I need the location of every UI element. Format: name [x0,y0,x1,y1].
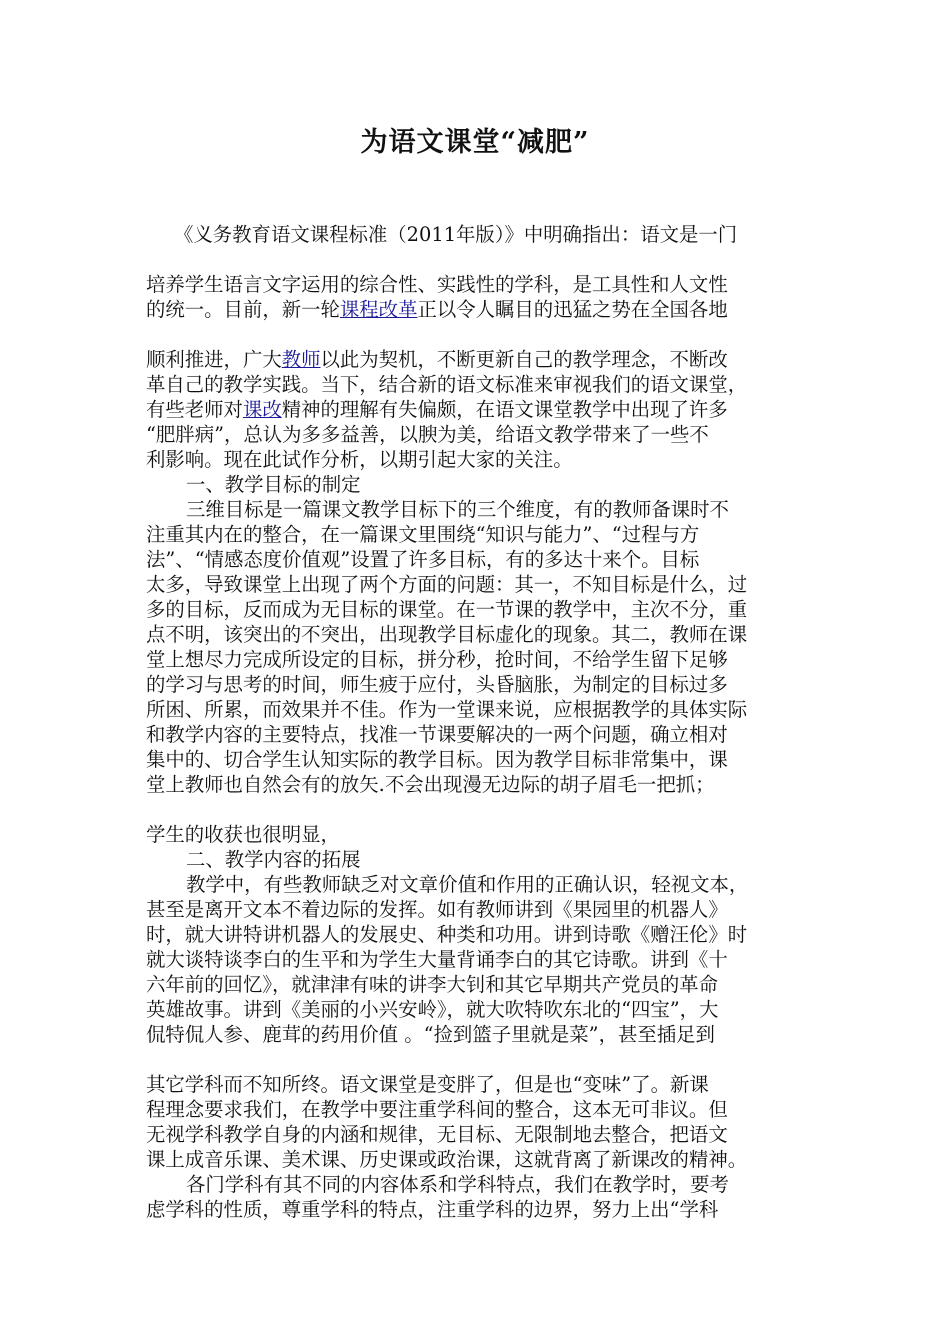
line-text: 有些老师对 [146,398,243,421]
line-text: 的统一。目前，新一轮 [146,298,340,321]
paragraph-line: 注重其内在的整合，在一篇课文里围绕“知识与能力”、“过程与方 [146,523,700,546]
link-curriculum-reform[interactable]: 课程改革 [339,298,418,321]
paragraph-line: 的学习与思考的时间，师生疲于应付，头昏脑胀，为制定的目标过多 [146,673,728,696]
paragraph-line: 所困、所累，而效果并不佳。作为一堂课来说，应根据教学的具体实际 [146,698,748,721]
paragraph-line: 课上成音乐课、美术课、历史课或政治课，这就背离了新课改的精神。 [146,1148,748,1171]
paragraph-line: “肥胖病”，总认为多多益善，以腴为美，给语文教学带来了一些不 [146,423,709,446]
paragraph-line: 集中的、切合学生认知实际的教学目标。因为教学目标非常集中，课 [146,748,728,771]
paragraph-line: 就大谈特谈李白的生平和为学生大量背诵李白的其它诗歌。讲到《十 [146,948,728,971]
document-title: 为语文课堂“减肥” [360,127,590,158]
paragraph-line: 太多，导致课堂上出现了两个方面的问题：其一，不知目标是什么，过 [146,573,748,596]
paragraph-line: 英雄故事。讲到《美丽的小兴安岭》，就大吹特吹东北的“四宝”，大 [146,998,719,1021]
paragraph-line: 虑学科的性质，尊重学科的特点，注重学科的边界，努力上出“学科 [146,1198,719,1221]
paragraph-line: 堂上教师也自然会有的放矢.不会出现漫无边际的胡子眉毛一把抓； [146,773,715,796]
paragraph-line: 学生的收获也很明显， [146,823,340,846]
paragraph-line: 和教学内容的主要特点，找准一节课要解决的一两个问题，确立相对 [146,723,728,746]
section-heading: 一、教学目标的制定 [186,473,361,496]
paragraph-line: 法”、“情感态度价值观”设置了许多目标，有的多达十来个。目标 [146,548,700,571]
paragraph-line: 《义务教育语文课程标准（2011年版）》中明确指出：语文是一门 [174,223,738,246]
paragraph-line: 无视学科教学自身的内涵和规律，无目标、无限制地去整合，把语文 [146,1123,728,1146]
line-text: 精神的理解有失偏颇，在语文课堂教学中出现了许多 [281,398,728,421]
paragraph-line: 多的目标，反而成为无目标的课堂。在一节课的教学中，主次不分，重 [146,598,748,621]
paragraph-line: 时，就大讲特讲机器人的发展史、种类和功用。讲到诗歌《赠汪伦》时 [146,923,748,946]
paragraph-line: 程理念要求我们，在教学中要注重学科间的整合，这本无可非议。但 [146,1098,728,1121]
paragraph-line: 侃特侃人参、鹿茸的药用价值 。“捡到篮子里就是菜”，甚至插足到 [146,1023,715,1046]
section-heading: 二、教学内容的拓展 [186,848,361,871]
paragraph-line: 教学中，有些教师缺乏对文章价值和作用的正确认识，轻视文本， [186,873,749,896]
link-reform[interactable]: 课改 [242,398,282,421]
paragraph-line [146,347,816,372]
paragraph-line: 培养学生语言文字运用的综合性、实践性的学科，是工具性和人文性 [146,273,728,296]
line-text: 正以令人瞩目的迅猛之势在全国各地 [417,298,728,321]
paragraph-line: 其它学科而不知所终。语文课堂是变胖了，但是也“变味”了。新课 [146,1073,709,1096]
paragraph-line: 各门学科有其不同的内容体系和学科特点，我们在教学时，要考 [186,1173,729,1196]
paragraph-line: 堂上想尽力完成所设定的目标，拼分秒，抢时间，不给学生留下足够 [146,648,728,671]
paragraph-line: 点不明，该突出的不突出，出现教学目标虚化的现象。其二，教师在课 [146,623,748,646]
paragraph-line [146,297,816,322]
paragraph-line: 三维目标是一篇课文教学目标下的三个维度，有的教师备课时不 [186,498,729,521]
line-text: 以此为契机，不断更新自己的教学理念，不断改 [320,348,728,371]
line-text: 顺利推进，广大 [146,348,282,371]
paragraph-line: 利影响。现在此试作分析，以期引起大家的关注。 [146,448,573,471]
paragraph-line: 甚至是离开文本不着边际的发挥。如有教师讲到《果园里的机器人》 [146,898,728,921]
paragraph-line: 革自己的教学实践。当下，结合新的语文标准来审视我们的语文课堂， [146,373,748,396]
paragraph-line: 六年前的回忆》，就津津有味的讲李大钊和其它早期共产党员的革命 [146,973,719,996]
link-teacher[interactable]: 教师 [281,348,321,371]
paragraph-line [146,397,816,422]
